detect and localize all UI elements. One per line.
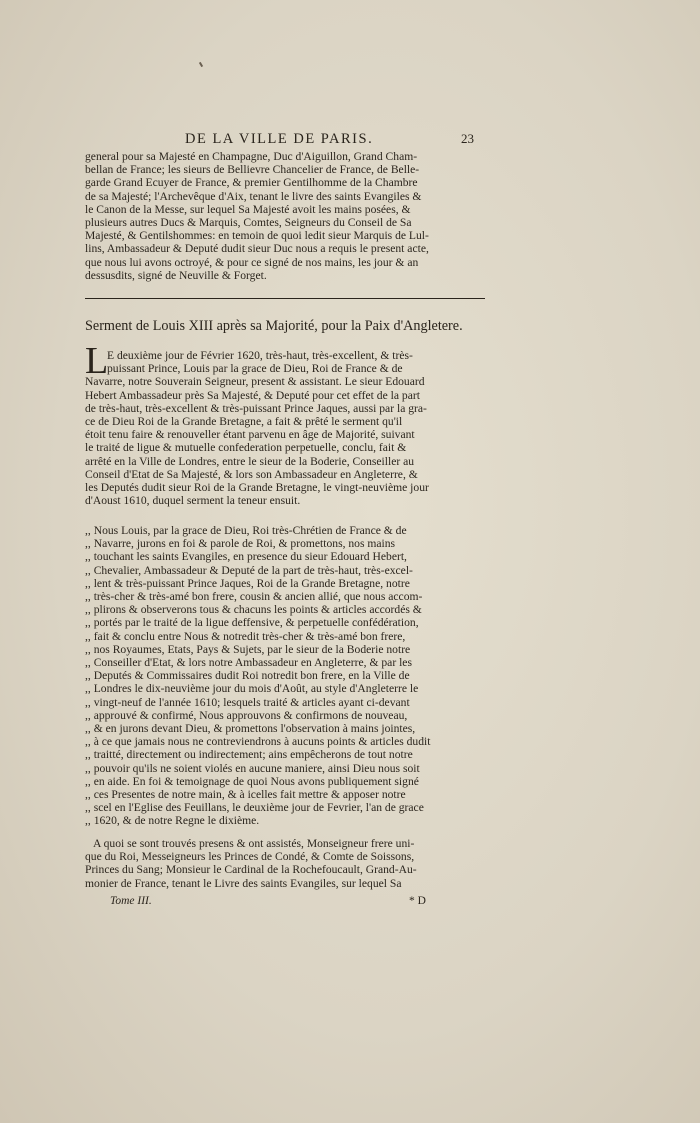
intro-paragraph: [85, 150, 485, 282]
text-line: dessusdits, signé de Neuville & Forget.: [85, 268, 267, 282]
text-line: étoit tenu faire & renouveller étant parvenu en âge de Majorité, suivant: [85, 428, 415, 442]
text-line: ,, Conseiller d'Etat, & lors notre Ambassadeur en Angleterre, & par les: [85, 656, 412, 670]
opening-paragraph: [85, 349, 485, 507]
text-line: de très-haut, très-excellent & très-puissant Prince Jaques, aussi par la gra-: [85, 401, 427, 415]
text-line: monier de France, tenant le Livre des saints Evangiles, sur lequel Sa: [85, 876, 402, 890]
text-line: ,, en aide. En foi & temoignage de quoi Nous avons publiquement signé: [85, 774, 419, 788]
text-line: Navarre, notre Souverain Seigneur, present & assistant. Le sieur Edouard: [85, 375, 425, 389]
text-line: A quoi se sont trouvés presens & ont assistés, Monseigneur frere uni-: [93, 837, 415, 850]
text-line: Princes du Sang; Monsieur le Cardinal de la Rochefoucault, Grand-Au-: [85, 863, 417, 877]
oath-quotation: [85, 524, 485, 828]
volume-label: Tome III.: [110, 895, 152, 907]
page-footer: [85, 895, 485, 911]
text-line: E deuxième jour de Février 1620, très-haut, très-excellent, & très-: [107, 349, 413, 362]
running-head: DE LA VILLE DE PARIS.: [185, 131, 374, 147]
text-line: ,, à ce que jamais nous ne contreviendrons à aucuns points & articles dudit: [85, 735, 431, 749]
text-line: general pour sa Majesté en Champagne, Duc d'Aiguillon, Grand Cham-: [85, 150, 418, 163]
text-line: garde Grand Ecuyer de France, & premier Gentilhomme de la Chambre: [85, 176, 418, 190]
drop-cap: L: [85, 340, 109, 382]
text-line: lins, Ambassadeur & Deputé dudit sieur Duc nous a requis le present acte,: [85, 242, 429, 256]
text-line: Majesté, & Gentilshommes: en temoin de quoi ledit sieur Marquis de Lul-: [85, 229, 429, 243]
text-line: ce de Dieu Roi de la Grande Bretagne, a fait & prêté le serment qu'il: [85, 415, 403, 429]
text-line: ,, Navarre, jurons en foi & parole de Roi, & promettons, nos mains: [85, 537, 396, 551]
text-line: d'Aoust 1610, duquel serment la teneur ensuit.: [85, 494, 301, 508]
text-line: ,, ces Presentes de notre main, & à icelles fait mettre & apposer notre: [85, 788, 406, 802]
text-line: bellan de France; les sieurs de Bellievre Chancelier de France, de Belle-: [85, 163, 420, 177]
text-line: ,, Londres le dix-neuvième jour du mois d'Août, au style d'Angleterre le: [85, 682, 419, 696]
text-line: ,, très-cher & très-amé bon frere, cousin & ancien allié, que nous accom-: [85, 590, 423, 604]
text-line: ,, fait & conclu entre Nous & notredit très-cher & très-amé bon frere,: [85, 629, 406, 643]
closing-paragraph: [85, 837, 485, 890]
text-line: les Deputés dudit sieur Roi de la Grande Bretagne, le vingt-neuvième jour: [85, 481, 429, 495]
text-line: ,, scel en l'Eglise des Feuillans, le deuxième jour de Fevrier, l'an de grace: [85, 801, 424, 815]
page-number: 23: [461, 131, 474, 146]
text-line: ,, Chevalier, Ambassadeur & Deputé de la part de très-haut, très-excel-: [85, 563, 413, 577]
text-line: ,, Deputés & Commissaires dudit Roi notredit bon frere, en la Ville de: [85, 669, 410, 683]
signature-mark: * D: [409, 895, 426, 907]
text-line: arrêté en la Ville de Londres, entre le sieur de la Boderie, Conseiller au: [85, 454, 415, 468]
text-line: ,, traitté, directement ou indirectement; ains empêcherons de tout notre: [85, 748, 413, 762]
text-line: ,, plirons & observerons tous & chacuns les points & articles accordés &: [85, 603, 422, 617]
text-line: ,, vingt-neuf de l'année 1610; lesquels traité & articles ayant ci-devant: [85, 695, 410, 709]
text-line: ,, Nous Louis, par la grace de Dieu, Roi très-Chrétien de France & de: [85, 524, 407, 537]
text-line: Conseil d'Etat de Sa Majesté, & lors son Ambassadeur en Angleterre, &: [85, 467, 418, 481]
text-line: ,, lent & très-puissant Prince Jaques, Roi de la Grande Bretagne, notre: [85, 576, 410, 590]
text-line: le traité de ligue & mutuelle confederation perpetuelle, conclu, fait &: [85, 441, 407, 455]
text-line: plusieurs autres Ducs & Marquis, Comtes, Seigneurs du Conseil de Sa: [85, 216, 412, 230]
text-line: ,, approuvé & confirmé, Nous approuvons & confirmons de nouveau,: [85, 708, 408, 722]
section-title: Serment de Louis XIII après sa Majorité, pour la Paix d'Angletere.: [85, 318, 463, 334]
text-line: ,, 1620, & de notre Regne le dixième.: [85, 814, 260, 828]
text-line: ,, nos Royaumes, Etats, Pays & Sujets, par le sieur de la Boderie notre: [85, 642, 411, 656]
text-line: Hebert Ambassadeur près Sa Majesté, & Deputé pour cet effet de la part: [85, 388, 420, 402]
text-line: ,, portés par le traité de la ligue deffensive, & perpetuelle confédération,: [85, 616, 419, 630]
text-line: puissant Prince, Louis par la grace de Dieu, Roi de France & de: [107, 362, 403, 376]
text-line: que nous lui avons octroyé, & pour ce signé de nos mains, les jour & an: [85, 255, 419, 269]
text-line: ,, touchant les saints Evangiles, en presence du sieur Edouard Hebert,: [85, 550, 407, 564]
text-line: de sa Majesté; l'Archevêque d'Aix, tenant le livre des saints Evangiles &: [85, 189, 422, 203]
ink-speck: [199, 62, 203, 67]
text-line: le Canon de la Messe, sur lequel Sa Majesté avoit les mains posées, &: [85, 202, 411, 216]
text-line: ,, & en jurons devant Dieu, & promettons l'observation à mains jointes,: [85, 722, 416, 736]
section-divider: [85, 298, 485, 299]
text-line: que du Roi, Messeigneurs les Princes de Condé, & Comte de Soissons,: [85, 850, 415, 864]
text-line: ,, pouvoir qu'ils ne soient violés en aucune maniere, ainsi Dieu nous soit: [85, 761, 420, 775]
